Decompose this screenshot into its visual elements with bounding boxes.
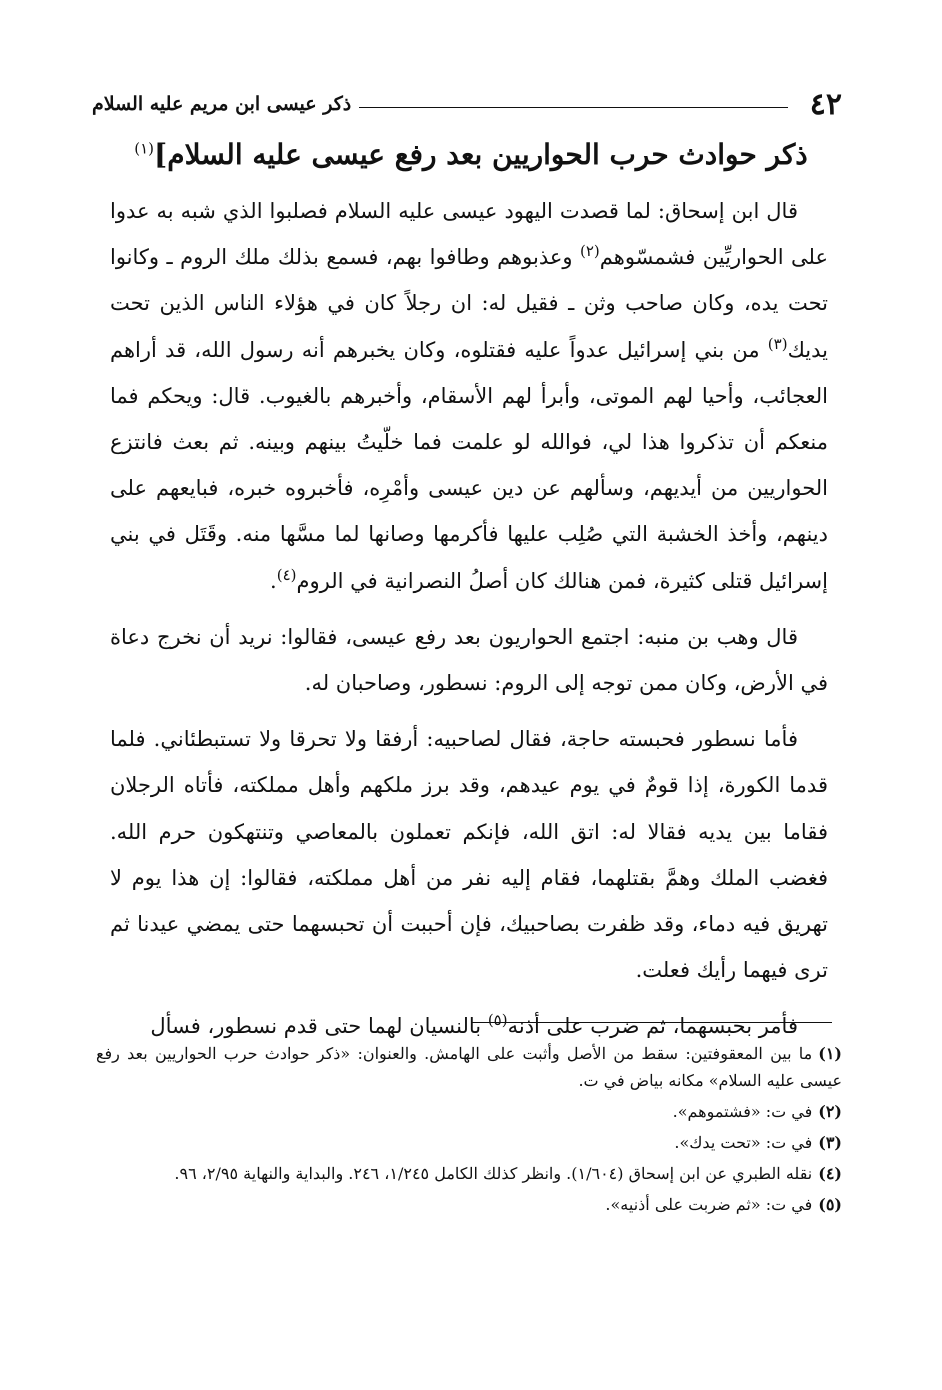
paragraph	[110, 716, 828, 993]
paragraph-text: بالنسيان لهما حتى قدم نسطور، فسأل	[150, 1014, 488, 1039]
footnote-number: (٢)	[818, 1102, 842, 1121]
paragraph-text: من بني إسرائيل عدواً عليه فقتلوه، وكان يخبرهم أنه رسول الله، قد أراهم العجائب، وأحيا لهم الموتى، وأبرأ لهم الأسقام، وأخبرهم بالغيوب. قال: ويحكم فما منعكم أن تذكروا هذا لي، فوالله لو علمت فما خلّيتُ بينهم وبينه. ثم بعث فانتزع الحواريين من أيديهم، وسألهم عن دين عيسى وأمْرِه، فأخبروه خبره، فبايعهم على دينهم، وأخذ الخشبة التي صُلِب عليها فأكرمها وصانها لما مسَّها منه. وقَتَل في بني إسرائيل قتلى كثيرة، فمن هنالك كان أصلُ النصرانية في الروم	[110, 337, 828, 593]
paragraph-text: فأما نسطور فحبسته حاجة، فقال لصاحبيه: أرفقا ولا تحرقا ولا تستبطئاني. فلما قدما الكورة، إذا قومٌ في يوم عيدهم، وقد برز ملكهم وأهل مملكته، فأتاه الرجلان فقاما بين يديه فقالا له: اتق الله، فإنكم تعملون بالمعاصي وتنتهكون حرم الله. فغضب الملك وهمَّ بقتلهما، فقام إليه نفر من أهل مملكته، فقالوا: إن هذا يوم لا تهريق فيه دماء، وقد ظفرت بصاحبيك، فإن أحببت أن تحبسهما حتى يمضي عيدنا ثم ترى فيهما رأيك فعلت.	[110, 727, 829, 983]
paragraph	[110, 188, 828, 604]
paragraph	[110, 614, 828, 706]
footnote-text: ما بين المعقوفتين: سقط من الأصل وأثبت على الهامش. والعنوان: «ذكر حوادث حرب الحواريين بعد رفع عيسى عليه السلام» مكانه بياض في ت.	[96, 1044, 842, 1090]
footnote	[96, 1160, 842, 1187]
footnote-number: (٥)	[818, 1195, 842, 1214]
footnotes	[96, 1040, 842, 1222]
paragraph-text: فأمر بحبسهما، ثم ضرب على أذنه	[507, 1014, 798, 1039]
paragraph-text: وعذبوهم وطافوا بهم، فسمع بذلك ملك الروم ـ وكانوا تحت يده، وكان صاحب وثن ـ فقيل له: ان رجلاً كان في هؤلاء الناس الذين تحت يديك	[110, 245, 828, 362]
footnote-text: في ت: «ثم ضربت على أذنيه».	[605, 1195, 813, 1214]
running-title: ذكر عيسى ابن مريم عليه السلام	[92, 93, 352, 115]
footnote	[96, 1040, 842, 1094]
body-text	[110, 188, 828, 1060]
header-rule	[359, 107, 788, 108]
footnote-marker: (١)	[134, 139, 155, 158]
footnote-text: في ت: «فشتموهم».	[672, 1102, 813, 1121]
paragraph-text: قال ابن إسحاق: لما قصدت اليهود عيسى عليه السلام فصلبوا الذي شبه به عدوا على الحواريِّين فشمسّوهم	[110, 199, 828, 270]
footnote	[96, 1098, 842, 1125]
footnote	[96, 1129, 842, 1156]
page-number: ٤٢	[809, 86, 842, 122]
footnote-number: (٣)	[818, 1133, 842, 1152]
footnote-marker: (٢)	[579, 242, 600, 261]
footnote	[96, 1191, 842, 1218]
chapter-title-text: ذكر حوادث حرب الحواريين بعد رفع عيسى عليه السلام]	[154, 138, 808, 171]
footnote-separator	[472, 1022, 832, 1023]
footnote-number: (١)	[818, 1044, 842, 1063]
footnote-marker: (٥)	[487, 1011, 508, 1030]
paragraph-text: .	[270, 568, 277, 593]
footnote-text: في ت: «تحت يدك».	[674, 1133, 813, 1152]
footnote-number: (٤)	[818, 1164, 842, 1183]
footnote-marker: (٤)	[276, 565, 297, 584]
running-header	[92, 84, 842, 124]
footnote-marker: (٣)	[767, 334, 788, 353]
footnote-text: نقله الطبري عن ابن إسحاق (١/٦٠٤). وانظر كذلك الكامل ١/٢٤٥، ٢٤٦. والبداية والنهاية ٢/٩٥، ٩٦.	[174, 1164, 813, 1183]
paragraph-text: قال وهب بن منبه: اجتمع الحواريون بعد رفع عيسى، فقالوا: نريد أن نخرج دعاة في الأرض، وكان ممن توجه إلى الروم: نسطور، وصاحبان له.	[110, 624, 828, 696]
chapter-title	[100, 130, 842, 180]
